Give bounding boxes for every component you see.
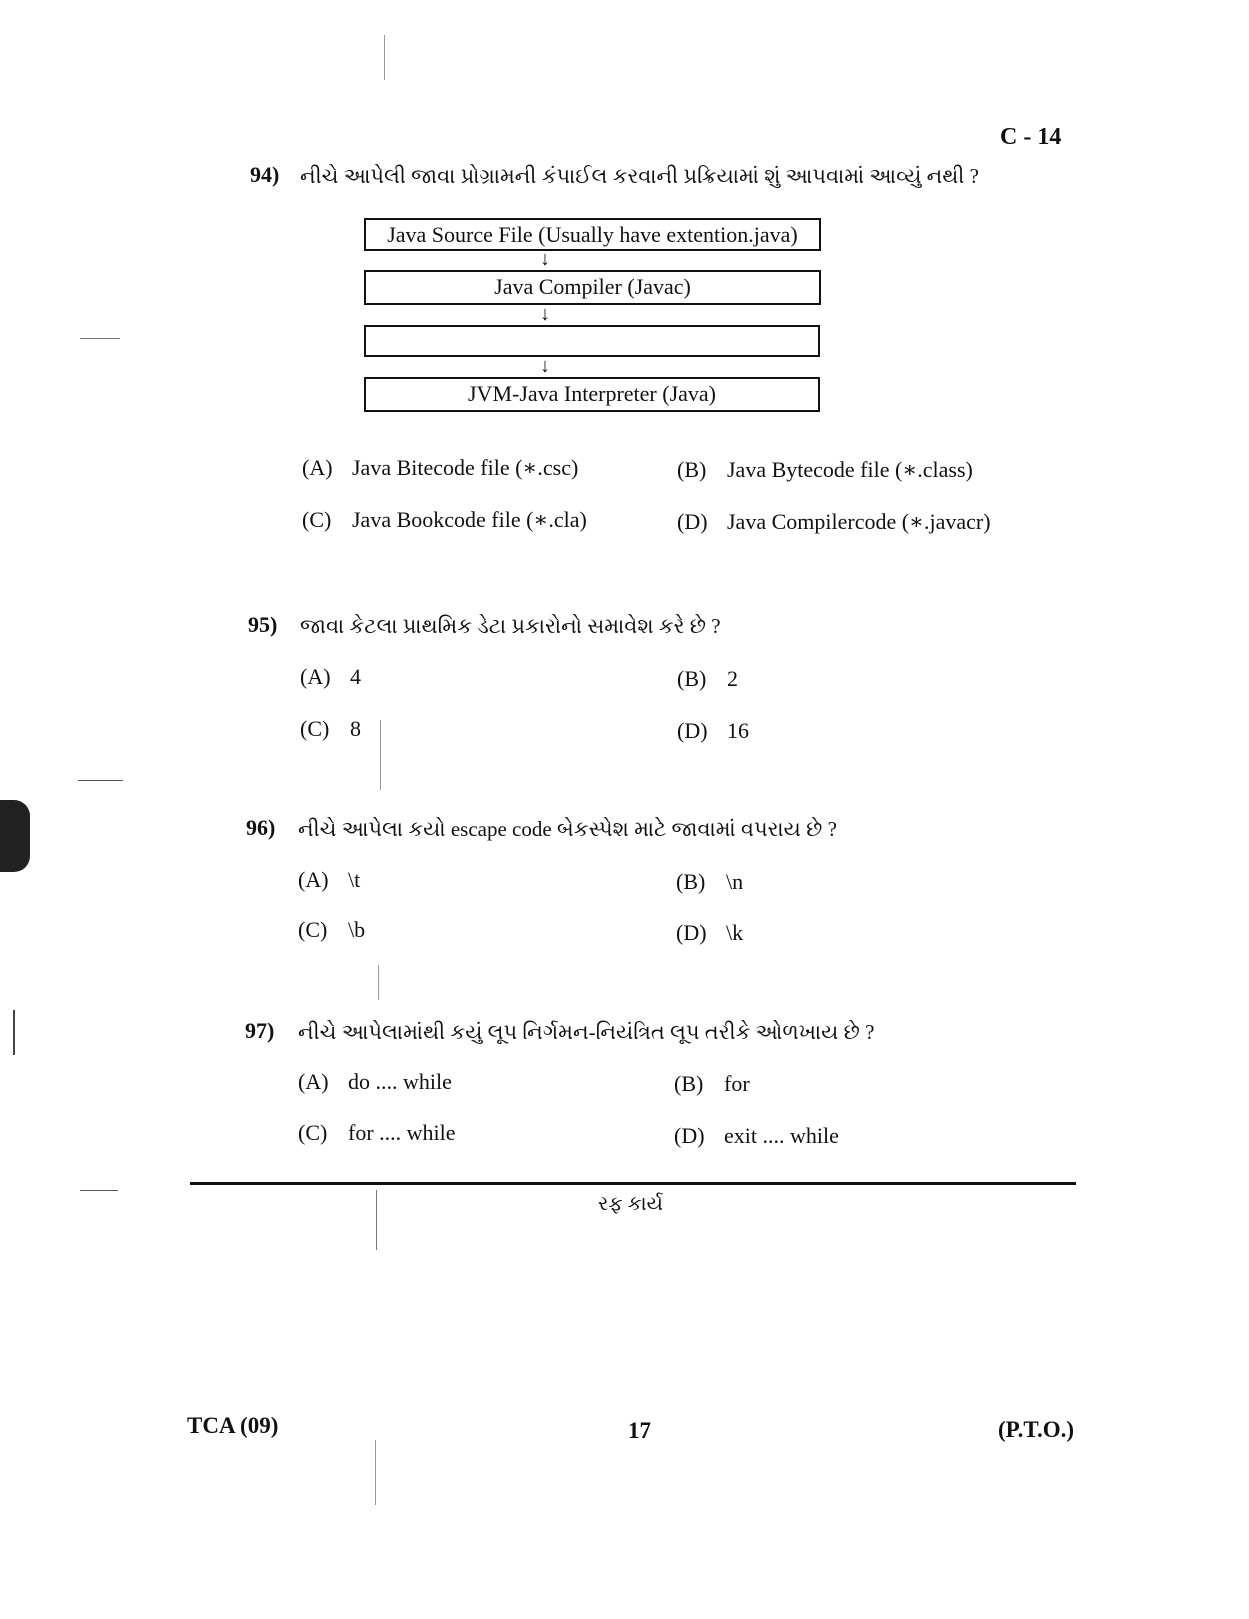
scan-mark xyxy=(378,965,379,1000)
arrow-down-icon: ↓ xyxy=(540,303,550,325)
question-number: 95) xyxy=(248,612,278,637)
scan-mark xyxy=(0,800,30,872)
divider-line xyxy=(190,1182,1076,1185)
scan-mark xyxy=(78,780,123,781)
option-b: (B) Java Bytecode file (∗.class) xyxy=(677,457,973,482)
flow-box-blank xyxy=(364,325,820,357)
option-d: (D) Java Compilercode (∗.javacr) xyxy=(677,509,991,534)
option-a: (A) do .... while xyxy=(298,1069,452,1094)
option-d: (D) exit .... while xyxy=(674,1123,839,1148)
option-c: (C) for .... while xyxy=(298,1120,456,1145)
scan-mark xyxy=(375,1440,376,1505)
option-a: (A) Java Bitecode file (∗.csc) xyxy=(302,455,579,480)
question-text: જાવા કેટલા પ્રાથમિક ડેટા પ્રકારોનો સમાવેશ કરે છે ? xyxy=(300,614,721,638)
option-a: (A) 4 xyxy=(300,664,361,689)
question-number: 97) xyxy=(245,1018,275,1043)
option-c: (C) \b xyxy=(298,917,366,942)
question-text: નીચે આપેલા કયો escape code બેકસ્પેશ માટે જાવામાં વપરાય છે ? xyxy=(298,817,837,841)
arrow-down-icon: ↓ xyxy=(540,355,550,377)
pto-label: (P.T.O.) xyxy=(998,1417,1075,1442)
question-text: નીચે આપેલામાંથી કયું લૂપ નિર્ગમન-નિયંત્રિત લૂપ તરીકે ઓળખાય છે ? xyxy=(298,1020,875,1044)
option-d: (D) 16 xyxy=(677,718,749,743)
option-a: (A) \t xyxy=(298,867,361,892)
option-d: (D) \k xyxy=(676,920,744,945)
arrow-down-icon: ↓ xyxy=(540,248,550,270)
scan-mark xyxy=(376,1190,377,1250)
question-text: નીચે આપેલી જાવા પ્રોગ્રામની કંપાઈલ કરવાની પ્રક્રિયામાં શું આપવામાં આવ્યું નથી ? xyxy=(300,164,979,188)
scan-mark xyxy=(80,1190,118,1191)
option-b: (B) 2 xyxy=(677,666,738,691)
page-number: 17 xyxy=(628,1418,651,1443)
option-c: (C) 8 xyxy=(300,716,361,741)
option-b: (B) \n xyxy=(676,869,744,894)
scan-mark xyxy=(380,720,381,790)
question-number: 94) xyxy=(250,162,280,187)
option-b: (B) for xyxy=(674,1071,750,1096)
scan-mark xyxy=(13,1010,15,1055)
option-c: (C) Java Bookcode file (∗.cla) xyxy=(302,507,587,532)
footer-code: TCA (09) xyxy=(187,1413,279,1438)
flow-box-source: Java Source File (Usually have extention.java) xyxy=(364,218,821,251)
scan-mark xyxy=(80,338,120,339)
scan-mark xyxy=(384,35,385,80)
flow-box-compiler: Java Compiler (Javac) xyxy=(364,270,821,305)
rough-work-label: રફ કાર્ય xyxy=(598,1193,664,1215)
question-number: 96) xyxy=(246,815,276,840)
page-code: C - 14 xyxy=(1000,124,1062,150)
flow-box-jvm: JVM-Java Interpreter (Java) xyxy=(364,377,820,412)
